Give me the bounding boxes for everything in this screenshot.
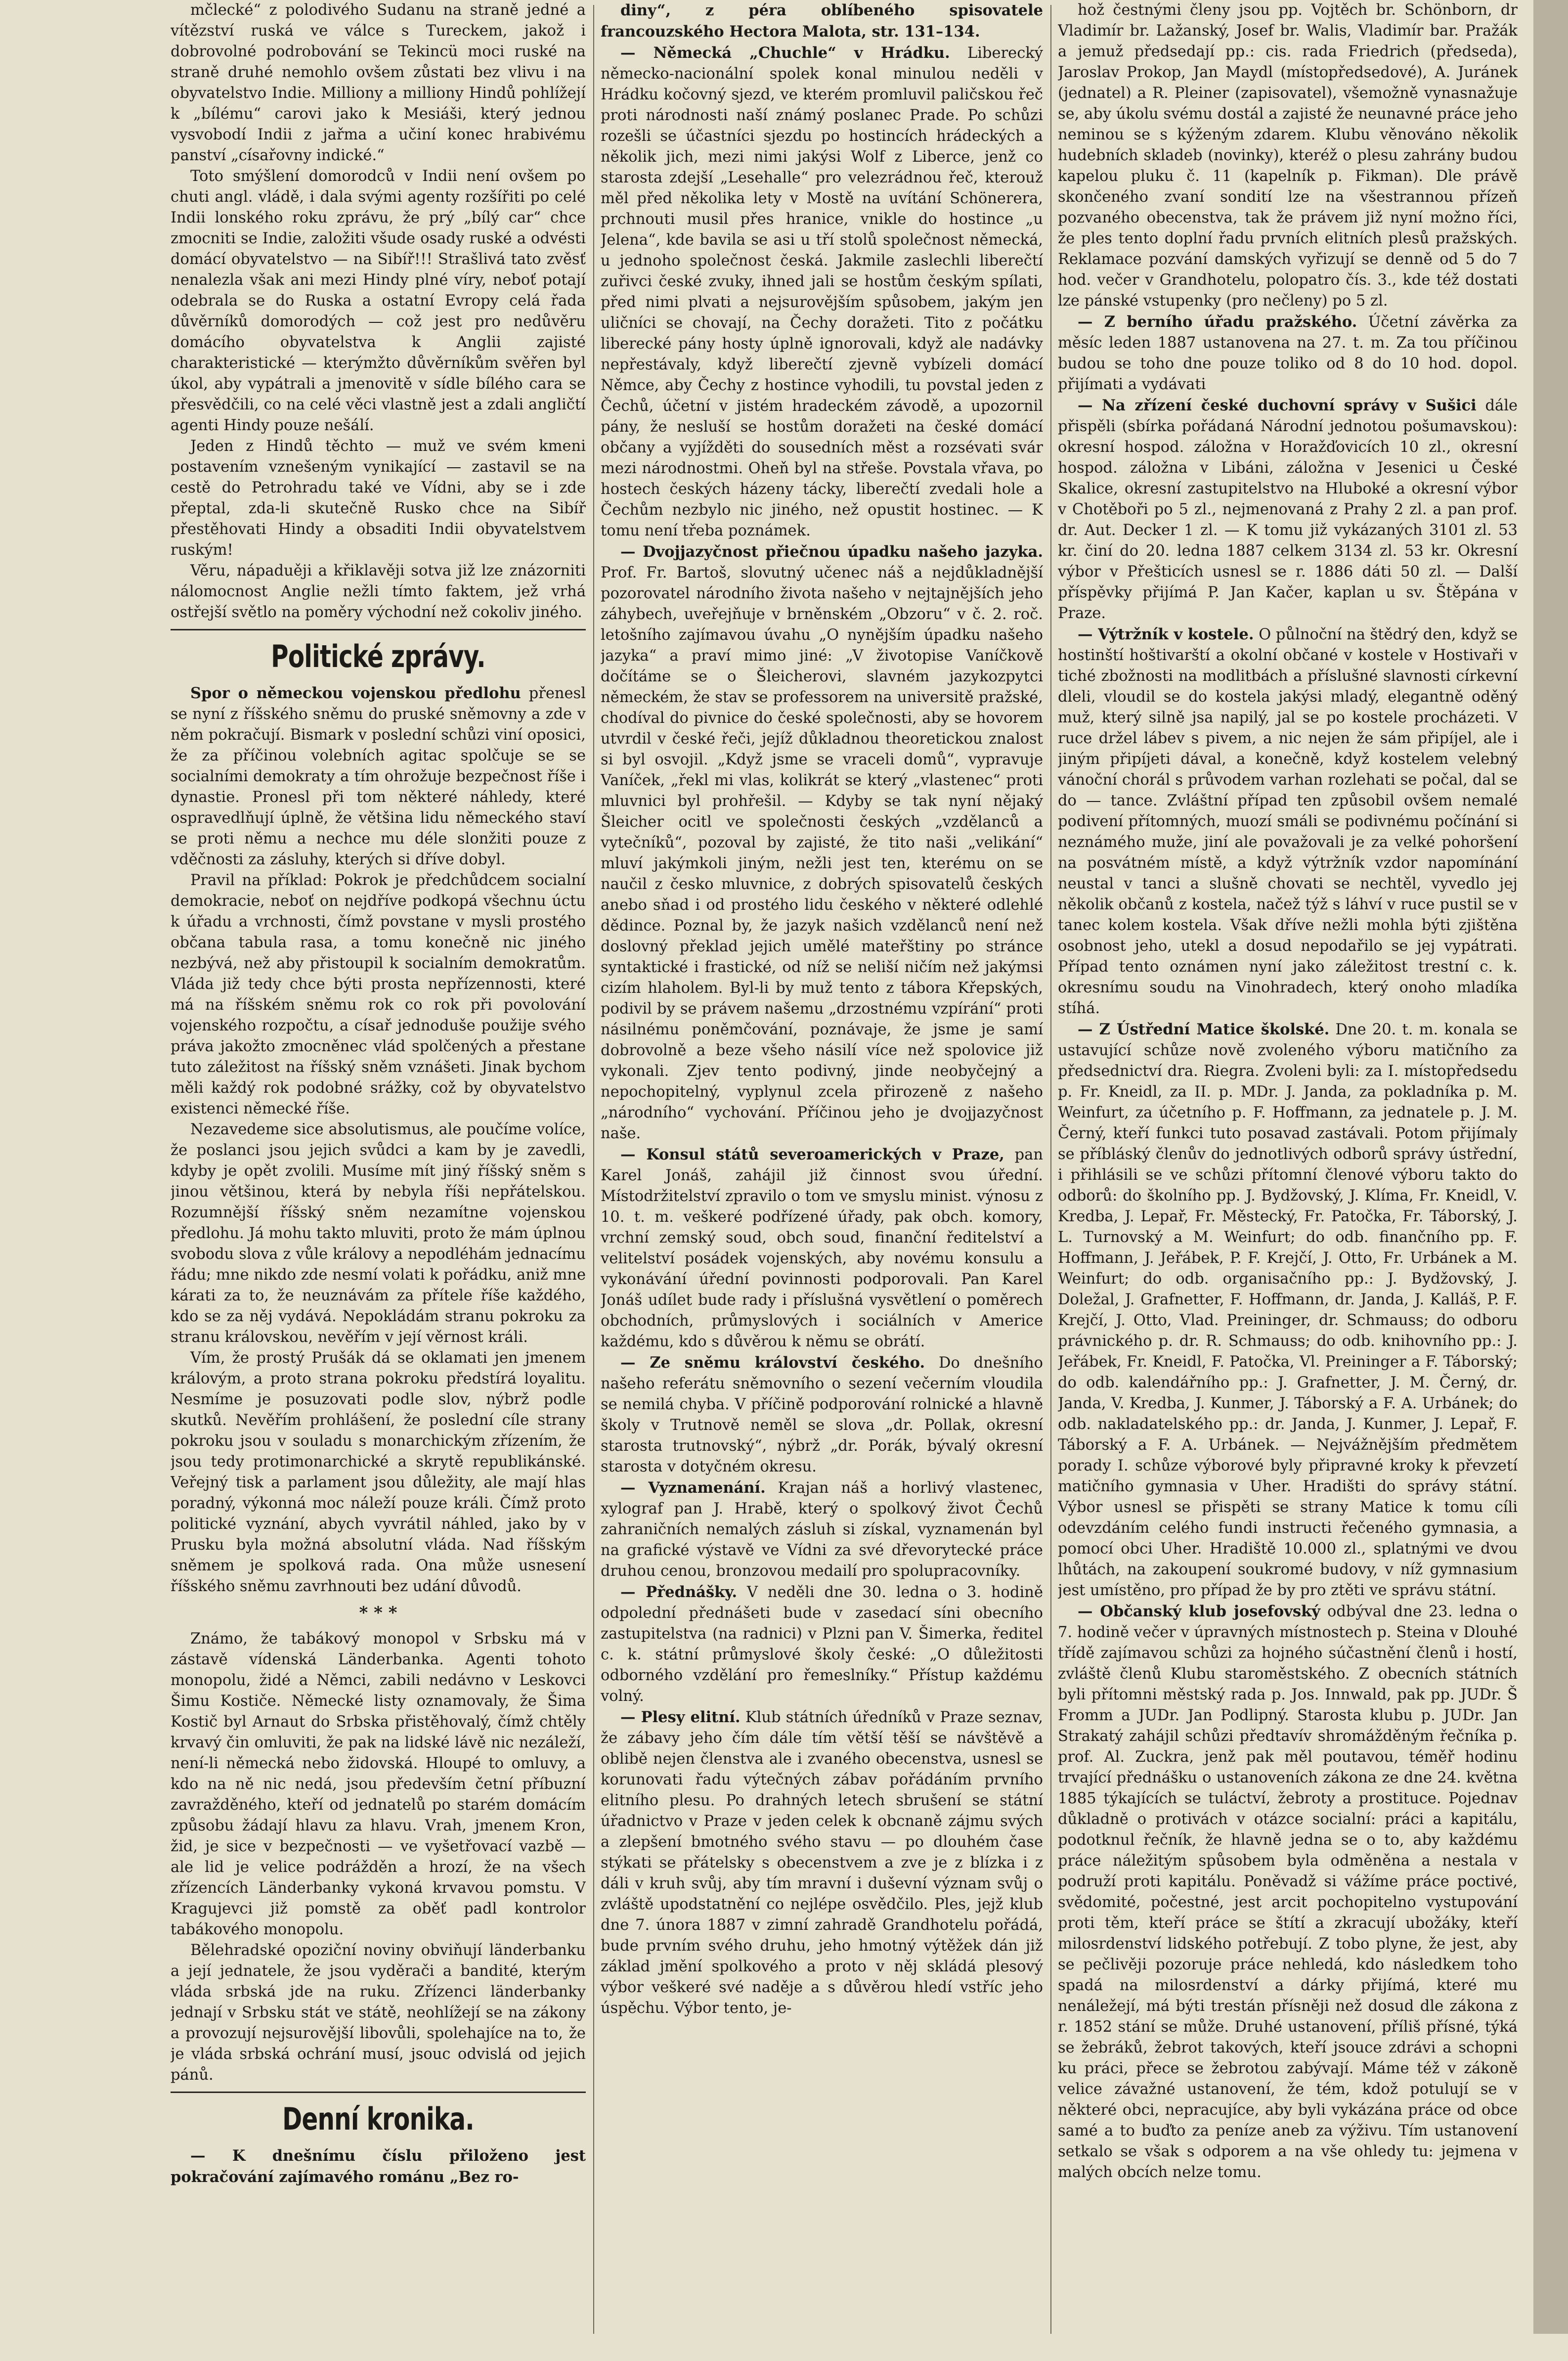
news-item: — Na zřízení české duchovní správy v Sušici dále přispěli (sbírka pořádaná Národní jednotou pošumavskou): okresní hospod. záložna v Horažďovicích 10 zl., okresní hospod. záložna v Libáni, záložna v Jesenici u České Skalice, okresní zastupitelstvo na Hluboké a okresní výbor v Chotěboři po 5 zl., nejmenovaná z Prahy 2 zl. a pan prof. dr. Aut. Decker 1 zl. — K tomu již vykázaných 3101 zl. 53 kr. činí do 20. ledna 1887 celkem 3134 zl. 53 kr. Okresní výbor v Přešticích usnesl se r. 1886 dáti 50 zl. — Další příspěvky přijímá P. Jan Kačer, kaplan u sv. Štěpána v Praze.: [1058, 397, 1518, 622]
item-headline: — Z berního úřadu pražského.: [1078, 313, 1357, 331]
column-rule: [1050, 5, 1051, 2334]
news-item: — Dvojjazyčnost přiečnou úpadku našeho jazyka. Prof. Fr. Bartoš, slovutný učenec náš a nejdůkladnější pozorovatel národního života našeho v nejtajnějších jeho záhybech, uveřejňuje v brněnském „Obzoru“ v č. 2. roč. letošního zajímavou úvahu „O nynějším úpadku našeho jazyka“ a praví mimo jiné: „V životopise Vaníčkově dočítáme se o Šleicherovi, slavném jazykozpytci německém, že stav se professorem na universitě pražské, chodíval do pivnice do české společnosti, aby se hovorem utvrdil v české řeči, jejíž důkladnou theoretickou znalost si byl osvojil. „Když jsme se vraceli domů“, vypravuje Vaníček, „řekl mi vlas, kolikrát se který „vlastenec“ proti mluvnici byl prohřešil. — Kdyby se tak nyní nějaký Šleicher ocitl ve společnosti českých „vzdělanců a vytečníků“, pozoval by zajisté, že tito naši „velikání“ mluví jakýmkoli jiným, nežli jest ten, kterému on se naučil z česko mluvnice, z dobrých spisovatelů českých anebo sňad i od prostého lidu českého v některé odlehlé dědince. Poznal by, že jazyk našich vzdělanců není než doslovný překlad jejich umělé mateřštiny po stránce syntaktické i frastické, od níž se neliší ničím než jakýmsi cizím hlaholem. Byl-li by muž tento z tábora Křepských, podivil by se právem našemu „drzostnému vzpírání“ proti násilnému poněmčování, poznávaje, že jsme je samí dobrovolně a beze všeho násilí více než spolovice již vykonali. Zjev tento podivný, jinde neobyčejný a nepochopitelný, vyplynul zcela přirozeně z našeho „národního“ vychování. Příčinou jeho je dvojjazyčnost naše.: [601, 543, 1043, 1142]
news-item: — Přednášky. V neděli dne 30. ledna o 3. hodině odpolední přednášeti bude v zasedací síni obecního zastupitelstva (na radnici) v Plzni pan V. Šimerka, ředitel c. k. státní průmyslové školy české: „O důležitosti odborného vzdělání pro řemeslníky.“ Přístup každému volný.: [601, 1583, 1043, 1705]
column-rule: [593, 5, 594, 2334]
separator-stars: * * *: [359, 1603, 397, 1623]
article-continuation: mčlecké“ z polodivého Sudanu na straně jedné a vítězství ruská ve válce s Tureckem, jakož i dobrovolné podrobování se Tekincü moci ruské na straně druhé nemohlo ovšem zůstati bez vlivu i na obyvatelstvo Indie. Milliony a milliony Hindů pohlížejí k „bílému“ carovi jako k Mesiáši, který jednou vysvobodí Indii z jařma a učiní konec hrabivému panství „císařovny indické.“: [171, 1, 586, 164]
item-headline: — Výtržník v kostele.: [1078, 625, 1254, 643]
item-headline: — Vyznamenání.: [620, 1479, 766, 1497]
item-headline: — Občanský klub josefovský: [1078, 1603, 1321, 1620]
column-1: [171, 0, 586, 2334]
news-item: — Vyznamenání. Krajan náš a horlivý vlastenec, xylograf pan J. Hrabě, který o spolkový život Čechů zahraničních nemalých zásluh si získal, vyznamenán byl na grafické výstavě ve Vídni za své dřevorytecké práce druhou cenou, bronzovou medailí pro spolupracovníky.: [601, 1479, 1043, 1580]
divider: [171, 629, 586, 630]
item-headline: — Dvojjazyčnost přiečnou úpadku našeho jazyka.: [620, 543, 1043, 561]
item-headline: — Německá „Chuchle“ v Hrádku.: [620, 44, 950, 62]
item-headline: Spor o německou vojenskou předlohu: [190, 684, 521, 702]
divider: [171, 2092, 586, 2093]
article-paragraph: Vím, že prostý Prušák dá se oklamati jen jmenem královým, a proto strana pokroku předstírá loyalitu. Nesmíme je posuzovati podle slov, nýbrž podle skutků. Nevěřím prohlášení, že poslední cíle strany pokroku jsou v souladu s monarchickým zřízením, že jsou tedy protimonarchické a skrytě republikánské. Veřejný tisk a parlament jsou důležity, ale mají hlas poradný, výkonná moc náleží pouze králi. Čímž proto politické vyznání, abych vyvrátil náhled, jako by v Prusku byla možná absolutní vláda. Nad říšským sněmem je spolková rada. Ona může usnesení říšského sněmu zavrhnouti bez udání důvodů.: [171, 1349, 586, 1595]
article-paragraph: Toto smýšlení domorodců v Indii není ovšem po chuti angl. vládě, i dala svými agenty rozšířiti po celé Indii lonského roku zprávu, že prý „bílý car“ chce zmocniti se Indie, založiti všude osady ruské a odvésti domácí obyvatelstvo — na Sibíř!!! Strašlivá tato zvěsť nenalezla však ani mezi Hindy plné víry, neboť potají odebrala se do Ruska a ostatní Evropy celá řada důvěrníků domorodých — což jest pro nedůvěru domácího obyvatelstva k Anglii zajisté charakteristické — kterýmžto důvěrníkům svěřen byl úkol, aby vypátrali a jmenovitě v sídle bílého cara se přesvědčili, co na celé věci vlastně jest a zdali angličtí agenti Hindy pouze nešálí.: [171, 168, 586, 434]
article-paragraph: Věru, nápaduěji a křiklavěji sotva již lze znázorniti nálomocnost Anglie nežli tímto faktem, jež vrhá ostřejší světlo na poměry východní než cokoliv jiného.: [171, 562, 586, 621]
news-item: — Konsul států severoamerických v Praze, pan Karel Jonáš, zahájil již činnost svou úřední. Místodržitelství zpravilo o tom ve smyslu minist. výnosu z 10. t. m. veškeré podřízené úřady, pak obch. komory, vrchní zemský soud, obch soud, finanční ředitelství a velitelství posádek vojenských, aby novému konsulu a vykonávání úřední povinnosti podporovali. Pan Karel Jonáš udílet bude rady i příslušná vysvětlení o poměrech obchodních, průmyslových i sociálních v Americe každému, kdo s důvěrou k němu se obrátí.: [601, 1146, 1043, 1350]
item-headline: — K dnešnímu číslu přiloženo jest pokračování zajímavého románu „Bez ro-: [171, 2147, 586, 2186]
news-item: Spor o německou vojenskou předlohu přenesl se nyní z říšského sněmu do pruské sněmovny a zde v něm pokračují. Bismark v poslední schůzi viní oposici, že za příčinou volebních agitac spolčuje se se socialními demokraty a tím ohrožuje bezpečnost říše i dynastie. Pronesl při tom některé náhledy, které ospravedlňují úplně, že většina lidu německého staví se proti němu a nechce mu déle slonžiti pouze z vděčnosti za zásluhy, kterých si dříve dobyl.: [171, 684, 586, 868]
news-item-continuation: hož čestnými členy jsou pp. Vojtěch br. Schönborn, dr Vladimír br. Lažanský, Josef br. Walis, Vladimír bar. Pražák a jemuž předsedají pp.: cis. rada Friedrich (předseda), Jaroslav Prokop, Jan Maydl (místopředsedové), A. Juránek (jednatel) a R. Pleiner (zapisovatel), všemožně vynasnažuje se, aby úkolu svému dostál a zajisté že neunavné práce jeho neminou se s kýženým zdarem. Klubu věnováno několik hudebních skladeb (novinky), kteréž o plesu zahrány budou kapelou pluku č. 11 (kapelník p. Fikman). Dle právě skončeného zvaní sondití lze na všestrannou přízeň pozvaného obecenstva, tak že právem již nyní možno říci, že ples tento doplní řadu prvních elitních plesů pražských. Reklamace pozvání damských vyřizují se denně od 5 do 7 hod. večer v Grandhotelu, polopatro čís. 3., kde též dostati lze pánské vstupenky (pro nečleny) po 5 zl.: [1058, 1, 1518, 310]
article-paragraph: Jeden z Hindů těchto — muž ve svém kmeni postavením vznešeným vynikající — zastavil se na cestě do Petrohradu také ve Vídni, aby se i zde přeptal, zda-li skutečně Rusko chce na Sibíř přestěhovati Hindy a obsaditi Indii obyvatelstvem ruským!: [171, 438, 586, 559]
column-2: [601, 0, 1043, 2334]
item-headline: — Ze sněmu království českého.: [620, 1354, 925, 1372]
news-item: — Německá „Chuchle“ v Hrádku. Liberecký německo-nacionální spolek konal minulou neděli v Hrádku kočovný sjezd, ve kterém promluvil paličskou řeč proti národnosti naší známý poslanec Prade. Po schůzi rozešli se účastníci sjezdu po hostincích hrádeckých a několik jich, mezi nimi jakýsi Wolf z Liberce, jenž co starosta zdejší „Lesehalle“ pro velezrádnou řeč, kterouž měl před několika lety v Mostě na uvítání Schönerera, prchnouti musil přes hranice, vnikle do hostince „u Jelena“, kde bavila se asi u tří stolů společnost německá, u jednoho společnost česká. Jakmile zaslechli liberečtí zuřivci české zvuky, ihned jali se hostům českým spílati, před nimi plvati a nejsurovějším spůsobem, jakým jen uličníci se chovají, na Čechy doražeti. Tito z počátku liberecké pány hosty úplně ignorovali, když ale nadávky nepřestávaly, když liberečtí zjevně vybízeli domácí Němce, aby Čechy z hostince vyhodili, tu povstal jeden z Čechů, účetní v jistém hradeckém závodě, a upozornil pány, že nesluší se hostům doražeti na české domácí občany a vyjížděti do sousedních měst a rozsévati svár mezi národnostmi. Oheň byl na střeše. Povstala vřava, po hostech českých házeny tácky, liberečtí zvedali hole a Čechům nezbylo nic jiného, než opustit hostinec. — K tomu není třeba poznámek.: [601, 44, 1043, 539]
news-item: — Výtržník v kostele. O půlnoční na štědrý den, když se hostinští hoštivarští a okolní občané v kostele v Hostivaři v tiché zbožnosti na modlitbách a příslušné slavnosti církevní dleli, vloudil se do kostela jakýsi mladý, elegantně oděný muž, který silně jsa napilý, jal se po kostele procházeti. V ruce držel lábev s pivem, a nic nejen že sám připíjel, ale i jiným připíjeti dával, a konečně, když kostelem velebný vánoční chorál s průvodem varhan rozlehati se počal, dal se do — tance. Zvláštní případ ten způsobil ovšem nemalé podivení přítomných, muozí smáli se podivnému počínání si neznámého muže, jiní ale považovali je za velké pohoršení na posvátném místě, a když výtržník vzdor napomínání neustal v tanci a slušně chovati se nechtěl, vyvedlo jej několik občanů z kostela, načež týž s láhví v ruce pustil se v tanec kolem kostela. Však dříve nežli mohla býti zjištěna osobnost jeho, utekl a dosud nepodařilo se jej vypátrati. Případ tento oznámen nyní jako záležitost trestní c. k. okresnímu soudu na Vinohradech, který onoho mladíka stíhá.: [1058, 625, 1518, 1017]
news-item: — Z berního úřadu pražského. Účetní závěrka za měsíc leden 1887 ustanovena na 27. t. m. Za tou příčinou budou se toho dne pouze toliko od 8 do 10 hod. dopol. přijímati a vydávati: [1058, 313, 1518, 393]
item-headline: — Konsul států severoamerických v Praze,: [620, 1146, 1004, 1163]
page-edge: [1533, 0, 1568, 2361]
item-headline: — Na zřízení české duchovní správy v Sušici: [1078, 397, 1477, 414]
column-3: [1058, 0, 1518, 2334]
item-headline: — Přednášky.: [620, 1583, 738, 1601]
news-item: — Plesy elitní. Klub státních úředníků v Praze seznav, že zábavy jeho čím dále tím větší těší se návštěvě a oblibě nejen členstva ale i zvaného obecenstva, usnesl se korunovati řadu výtečných zábav pořádáním prvního elitního plesu. Po drahných letech sbrušení se státní úřadnictvo v Praze v jeden celek k obcnaně zájmu svých a zlepšení bmotného svého stavu — po dlouhém čase stýkati se přátelsky s obecenstvem a zve je z blízka i z dáli v kruh svůj, aby tím mravní i duševní význam svůj o zvláště upodstatnění co nejlépe osvědčilo. Ples, jejž klub dne 7. února 1887 v zimní zahradě Grandhotelu pořádá, bude prvním svého druhu, jeho hmotný výtěžek dán již základ jmění spolkového a proto v něj skládá plesový výbor veškeré své naděje a s důvěrou hledí vstříc jeho úspěchu. Výbor tento, je-: [601, 1708, 1043, 2017]
section-title-denni-kronika: Denní kronika.: [282, 2101, 474, 2137]
news-item-continuation: diny“, z péra oblíbeného spisovatele francouzského Hectora Malota, str. 131–134.: [601, 1, 1043, 41]
section-title-politicke: Politické zprávy.: [271, 638, 485, 674]
article-paragraph: Nezavedeme sice absolutismus, ale poučíme volíce, že poslanci jsou jejich svůdci a kam by je zavedli, kdyby je opět zvolili. Musíme mít jiný říšský sněm s jinou většinou, která by nebyla říši nepřátelskou. Rozumnější říšský sněm nezamítne vojenskou předlohu. Já mohu takto mluviti, proto že mám úplnou svobodu slova z vůle královy a nepodléhám jednacímu řádu; mne nikdo zde nesmí volati k pořádku, aniž mne kárati za to, že neuznávám za přítele říše každého, kdo se za něj vydává. Nepokládám stranu pokroku za stranu královskou, nevěřím v její věrnost králi.: [171, 1121, 586, 1346]
article-paragraph: Pravil na příklad: Pokrok je předchůdcem socialní demokracie, neboť on nejdříve podkopá všechnu úctu k úřadu a vrchnosti, čímž povstane v mysli prostého občana tabula rasa, a tomu konečně nic jiného nezbývá, než aby přistoupil k socialním demokratům. Vláda již tedy chce býti prosta nepřízennosti, které má na říšském sněmu rok co rok při povolování vojenského rozpočtu, a císař jednoduše použije svého práva jakožto zmocněnec vlád spolčených a přestane tuto záležitost na říšský sněm vznášeti. Jinak bychom měli každý rok podobné srážky, což by obyvatelstvo existenci německé říše.: [171, 872, 586, 1117]
news-item: — Ze sněmu království českého. Do dnešního našeho referátu sněmovního o sezení večerním vloudila se nemilá chyba. V příčině podporování rolnické a hlavně školy v Trutnově neměl se slova „dr. Pollak, okresní starosta trutnovský“, nýbrž „dr. Porák, bývalý okresní starosta v dotyčném okresu.: [601, 1354, 1043, 1475]
news-item: — Z Ústřední Matice školské. Dne 20. t. m. konala se ustavující schůze nově zvoleného výboru matičního za předsednictví dra. Riegra. Zvoleni byli: za I. místopředsedu p. Fr. Kneidl, za II. p. MDr. J. Janda, za pokladníka p. M. Weinfurt, za účetního p. F. Hoffmann, za jednatele p. J. M. Černý, kteří funkci tuto posavad zastávali. Potom přijímaly se příbláský členův do jednotlivých odborů správy ústřední, i přihlásili se ve schůzi přítomní členové výboru takto do odborů: do školního pp. J. Bydžovský, J. Klíma, Fr. Kneidl, V. Kredba, J. Lepař, Fr. Městecký, Fr. Patočka, Fr. Táborský, J. L. Turnovský a M. Weinfurt; do odb. finančního pp. F. Hoffmann, J. Jeřábek, P. F. Krejčí, J. Otto, Fr. Urbánek a M. Weinfurt; do odb. organisačního pp.: J. Bydžovský, J. Doležal, J. Grafnetter, F. Hoffmann, dr. Janda, J. Kalláš, P. F. Krejčí, J. Otto, Vlad. Preininger, dr. Schmauss; do odboru právnického p. dr. R. Schmauss; do odb. knihovního pp.: J. Jeřábek, Fr. Kneidl, F. Patočka, Vl. Preininger a F. Táborský; do odb. kalendářního pp.: J. Grafnetter, J. M. Černý, dr. Janda, V. Kredba, J. Kunmer, J. Táborský a F. A. Urbánek; do odb. nakladatelského pp.: dr. Janda, J. Kunmer, J. Lepař, F. Táborský a F. A. Urbánek. — Nejvážnějším předmětem porady I. schůze výborové byly připravné kroky k převzetí matičního gymnasia v Uher. Hradišti do správy státní. Výbor usnesl se přispěti se strany Matice k tomu cíli odevzdáním celého fundi instructi řečeného gymnasia, a pomocí obci Uher. Hradiště 10.000 zl., splatnými ve dvou lhůtách, na zakoupení soukromé budovy, v níž gymnasium jest umístěno, pro případ že by pro ztěti ve správu státní.: [1058, 1021, 1518, 1599]
news-item: [171, 2145, 586, 2188]
news-item: — Občanský klub josefovský odbýval dne 23. ledna o 7. hodině večer v úpravných místnostech p. Steina v Dlouhé třídě zajímavou schůzi za hojného súčastnění členů i hostí, zvláště členů Klubu staroměstského. Z obecních státních byli přítomni městský rada p. Jos. Innwald, pak pp. JUDr. Š Fromm a JUDr. Jan Podlipný. Starosta klubu p. JUDr. Jan Strakatý zahájil schůzi předtavív shromážděným řečníka p. prof. Al. Zuckra, jenž pak měl poutavou, téměř hodinu trvající přednášku o ustanoveních zákona ze dne 24. května 1885 týkajících se tuláctví, žebroty a prostituce. Pojednav důkladně o protivách v otázce socialní: práci a kapitálu, podotknul řečník, že hlavně jedna se o to, aby každému práce náležitým spůsobem byla odměněna a nestala v podruží proti kapitálu. Poněvadž si vážíme práce poctivé, svědomité, počestné, jest arcit pochopitelno vystupování proti těm, kteří práce se štítí a zkracují ubožáky, kteří milosrdenství lidského potřebují. Z tobo plyne, že jest, aby se pečlivěji pozoruje práce nehledá, kdo následkem toho spadá na milosrdenství a dárky přijímá, které mu nenáležejí, má býti trestán přísněji než dosud dle zákona z r. 1852 stání se může. Druhé ustanovení, příliš přísné, týká se žebráků, žebrot takových, kteří jsouce zdrávi a schopni ku práci, přece se žebrotou zabývají. Máme též v zákoně velice závažné ustanovení, že tém, kdož potulují se v některé obci, nepracujíce, aby byli vykázána práce od obce samé a to buďto za peníze aneb za výživu. Tím ustanovení setkalo se však s odporem a na vše ohledy tu: jejmena v malých obcích nelze tomu.: [1058, 1603, 1518, 2181]
bottom-margin: [0, 2334, 1568, 2361]
item-headline: — Plesy elitní.: [620, 1708, 740, 1726]
article-paragraph: Bělehradské opoziční noviny obviňují länderbanku a její jednatele, že jsou vyděrači a bandité, kterým vláda srbská jde na ruku. Zřízenci länderbanky jednají v Srbsku stát ve státě, neohlížejí se na zákony a provozují nejsurovější libovůli, spolehajíce na to, že je vláda srbská ochrání musí, jsouc odvislá od jejich pánů.: [171, 1942, 586, 2084]
news-item: Známo, že tabákový monopol v Srbsku má v zástavě vídenská Länderbanka. Agenti tohoto monopolu, židé a Němci, zabili nedávno v Leskovci Šimu Kostiče. Německé listy oznamovaly, že Šima Kostič byl Arnaut do Srbska přistěhovalý, čímž chtěly krvavý čin omluviti, že pak na lidské lávě nic nezáleží, není-li německá nebo židovská. Hloupé to omluvy, a kdo na ně nic nedá, jsou především četní příbuzní zavražděného, kteří od jednatelů po starém domácím způsobu žádají hlavu za hlavu. Vrah, jmenem Kron, žid, je sice v bezpečnosti — ve vyšetřovací vazbě — ale lid je velice podrážděn a hrozí, že na všech zřízencích Länderbanky vykoná krvavou pomstu. V Kragujevci již pomstě za oběť padl kontrolor tabákového monopolu.: [171, 1630, 586, 1938]
item-headline: — Z Ústřední Matice školské.: [1078, 1021, 1330, 1038]
